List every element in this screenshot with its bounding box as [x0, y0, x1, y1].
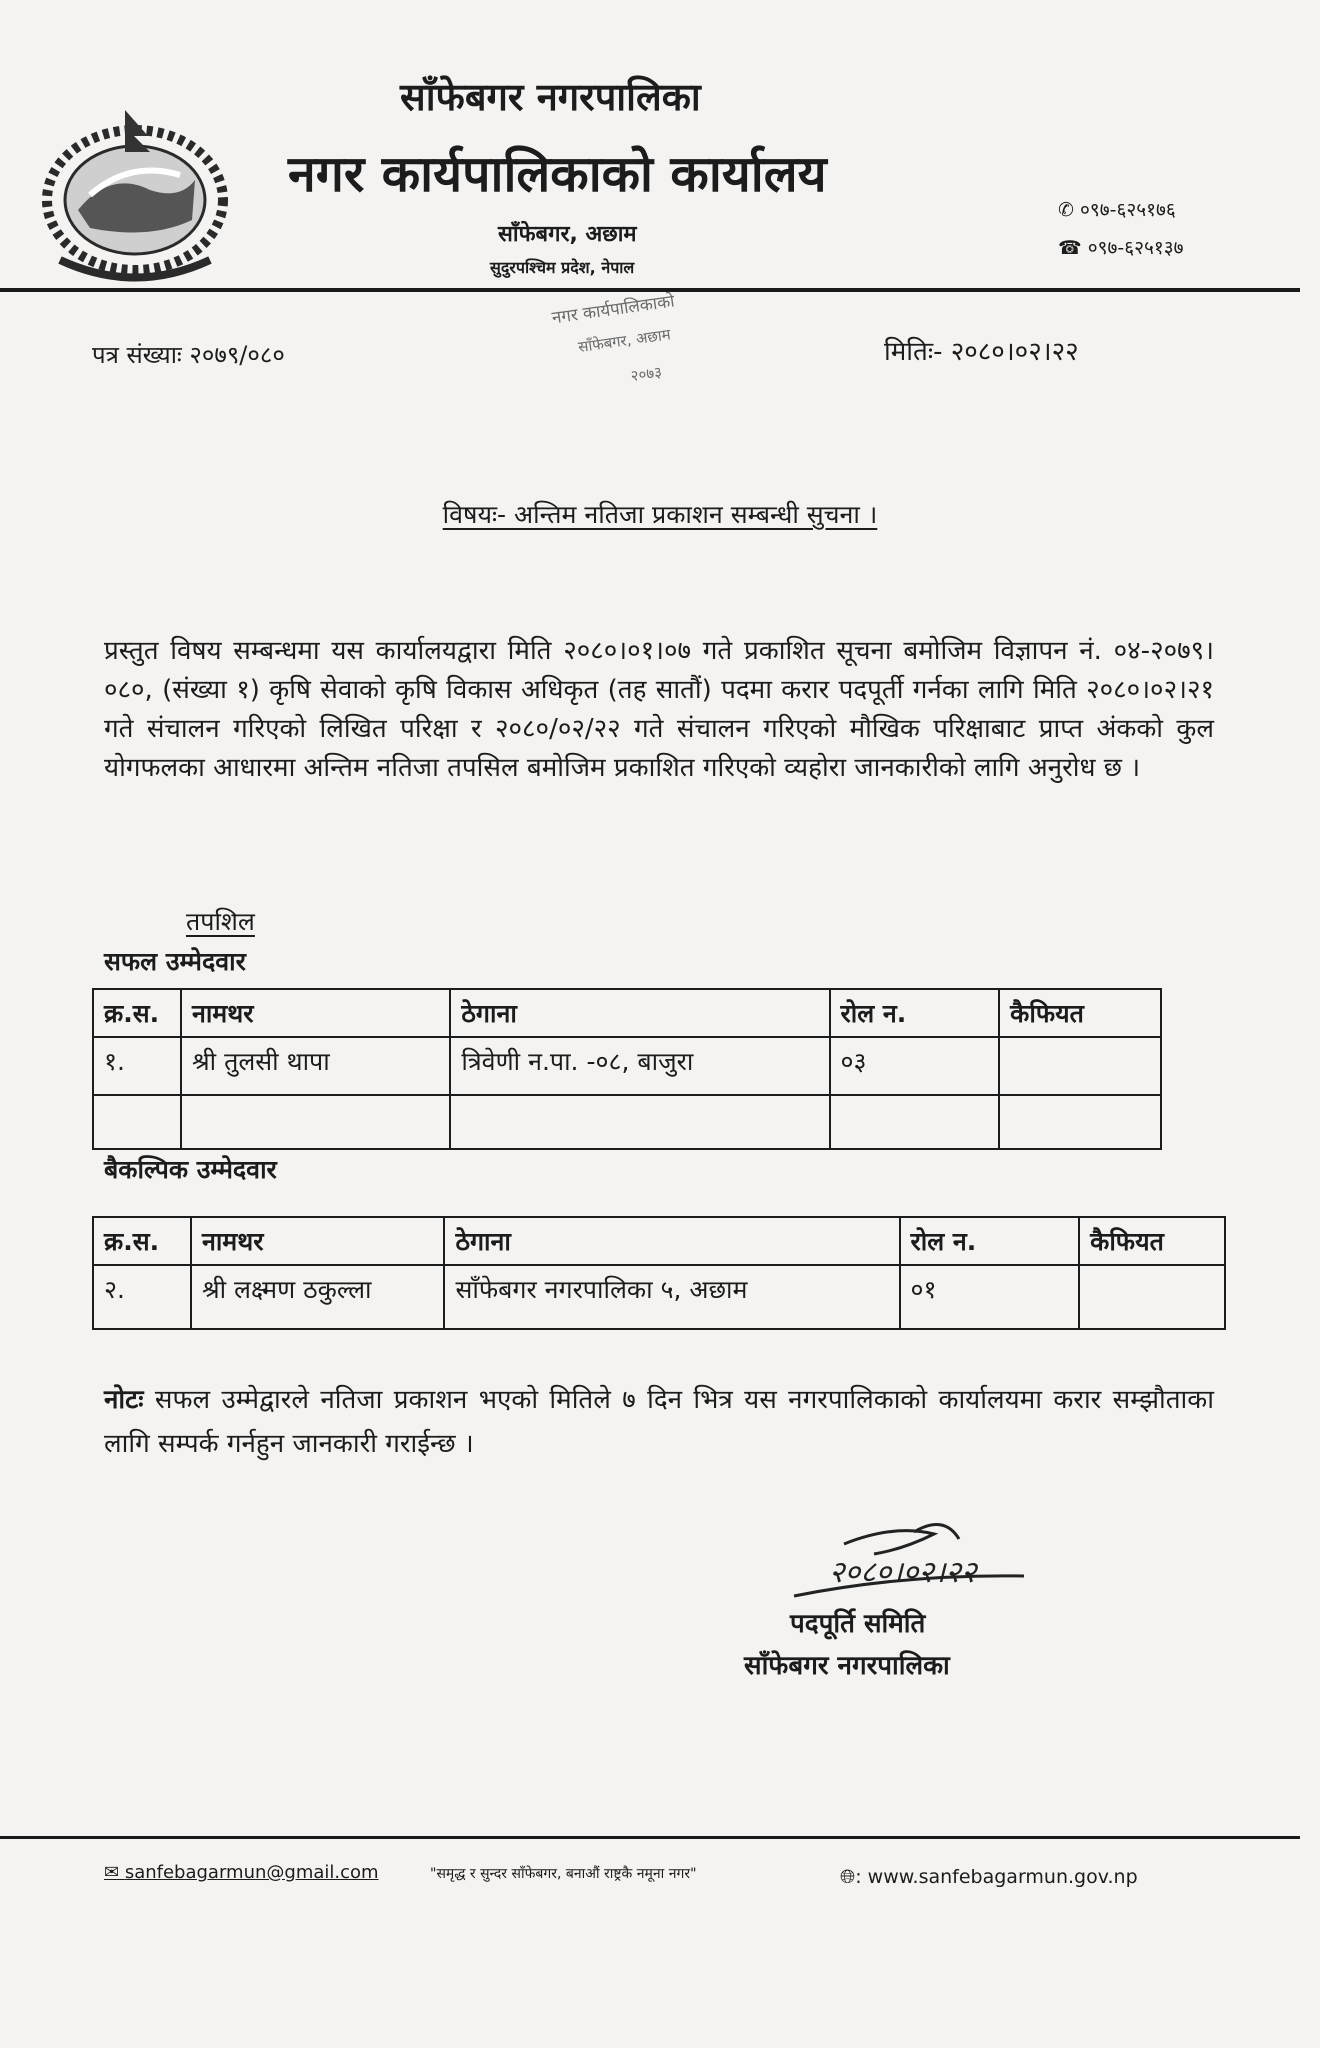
cell-name — [181, 1095, 450, 1149]
fax-number — [1058, 234, 1184, 260]
table-row — [93, 1095, 1161, 1149]
col-roll-no: रोल न. — [900, 1217, 1080, 1265]
col-address: ठेगाना — [450, 989, 829, 1037]
footer-divider — [0, 1836, 1300, 1839]
col-serial: क्र.स. — [93, 1217, 191, 1265]
stamp-text-1: नगर कार्यपालिकाको — [550, 291, 676, 329]
signature — [784, 1504, 1074, 1614]
table-header-row — [93, 1217, 1225, 1265]
phone-1: ०९७-६२५१७६ — [1079, 199, 1176, 221]
col-remarks: कैफियत — [999, 989, 1161, 1037]
cell-address: साँफेबगर नगरपालिका ५, अछाम — [444, 1265, 899, 1329]
phone-number — [1058, 196, 1176, 222]
footer-email — [104, 1862, 379, 1883]
signatory-committee: पदपूर्ति समिति — [790, 1609, 926, 1639]
cell-remarks — [999, 1037, 1161, 1095]
letter-date: मितिः- २०८०।०२।२२ — [884, 337, 1079, 367]
cell-roll-no: ०१ — [900, 1265, 1080, 1329]
phone-2: ०९७-६२५१३७ — [1087, 237, 1184, 259]
email-address: sanfebagarmun@gmail.com — [124, 1862, 379, 1883]
col-serial: क्र.स. — [93, 989, 181, 1037]
office-name: साँफेबगर नगरपालिका — [400, 75, 701, 119]
globe-icon: 🌐︎: — [840, 1866, 868, 1888]
cell-address — [450, 1095, 829, 1149]
signature-date: २०८०।०२।२२ — [829, 1555, 977, 1590]
cell-serial: १. — [93, 1037, 181, 1095]
cell-name: श्री तुलसी थापा — [181, 1037, 450, 1095]
col-remarks: कैफियत — [1079, 1217, 1225, 1265]
fax-icon: ☎ — [1058, 237, 1088, 259]
cell-roll-no — [830, 1095, 1000, 1149]
alternate-candidates-table — [92, 1216, 1226, 1330]
table-header-row — [93, 989, 1161, 1037]
details-heading: तपशिल — [186, 907, 255, 936]
stamp-text-3: २०७३ — [629, 362, 663, 386]
stamp-text-2: साँफेबगर, अछाम — [577, 325, 672, 357]
table-row — [93, 1265, 1225, 1329]
subject-text: विषयः- अन्तिम नतिजा प्रकाशन सम्बन्धी सुचना । — [442, 500, 878, 529]
cell-remarks — [1079, 1265, 1225, 1329]
signatory-municipality: साँफेबगर नगरपालिका — [744, 1651, 950, 1681]
cell-serial: २. — [93, 1265, 191, 1329]
address-line: साँफेबगर, अछाम — [498, 222, 637, 247]
cell-serial — [93, 1095, 181, 1149]
note-text: सफल उम्मेद्वारले नतिजा प्रकाशन भएको मितिले ७ दिन भित्र यस नगरपालिकाको कार्यालयमा करार सम्झौताका लागि सम्पर्क गर्नहुन जानकारी गराईन्छ । — [104, 1385, 1214, 1459]
footer-website — [840, 1866, 1138, 1888]
note-label: नोटः — [104, 1385, 144, 1415]
phone-icon: ✆ — [1058, 199, 1080, 221]
letter-number: पत्र संख्याः २०७९/०८० — [92, 341, 285, 369]
cell-name: श्री लक्ष्मण ठकुल्ला — [191, 1265, 445, 1329]
col-roll-no: रोल न. — [830, 989, 1000, 1037]
website-url: www.sanfebagarmun.gov.np — [867, 1866, 1138, 1888]
successful-candidates-heading: सफल उम्मेदवार — [104, 947, 246, 976]
cell-roll-no: ०३ — [830, 1037, 1000, 1095]
note — [104, 1378, 1214, 1466]
office-title: नगर कार्यपालिकाको कार्यालय — [288, 145, 827, 203]
body-paragraph: प्रस्तुत विषय सम्बन्धमा यस कार्यालयद्वारा मिति २०८०।०१।०७ गते प्रकाशित सूचना बमोजिम विज्ञापन नं. ०४-२०७९।०८०, (संख्या १) कृषि सेवाको कृषि विकास अधिकृत (तह सातौं) पदमा करार पदपूर्ती गर्नका लागि मिति २०८०।०२।२१ गते संचालन गरिएको लिखित परिक्षा र २०८०/०२/२२ गते संचालन गरिएको मौखिक परिक्षाबाट प्राप्त अंकको कुल योगफलका आधारमा अन्तिम नतिजा तपसिल बमोजिम प्रकाशित गरिएको व्यहोरा जानकारीको लागि अनुरोध छ । — [104, 636, 1214, 783]
email-icon: ✉ — [104, 1862, 125, 1883]
province-line: सुदुरपश्चिम प्रदेश, नेपाल — [490, 258, 635, 277]
subject-line — [0, 497, 1320, 531]
government-emblem — [30, 100, 240, 285]
table-row — [93, 1037, 1161, 1095]
footer-slogan: "समृद्ध र सुन्दर साँफेबगर, बनाऔं राष्ट्रकै नमूना नगर" — [430, 1866, 697, 1882]
col-name: नामथर — [181, 989, 450, 1037]
alternate-candidates-heading: बैकल्पिक उम्मेदवार — [104, 1155, 277, 1184]
col-address: ठेगाना — [444, 1217, 899, 1265]
col-name: नामथर — [191, 1217, 445, 1265]
cell-remarks — [999, 1095, 1161, 1149]
office-stamp — [536, 280, 766, 405]
successful-candidates-table — [92, 988, 1162, 1150]
cell-address: त्रिवेणी न.पा. -०८, बाजुरा — [450, 1037, 829, 1095]
